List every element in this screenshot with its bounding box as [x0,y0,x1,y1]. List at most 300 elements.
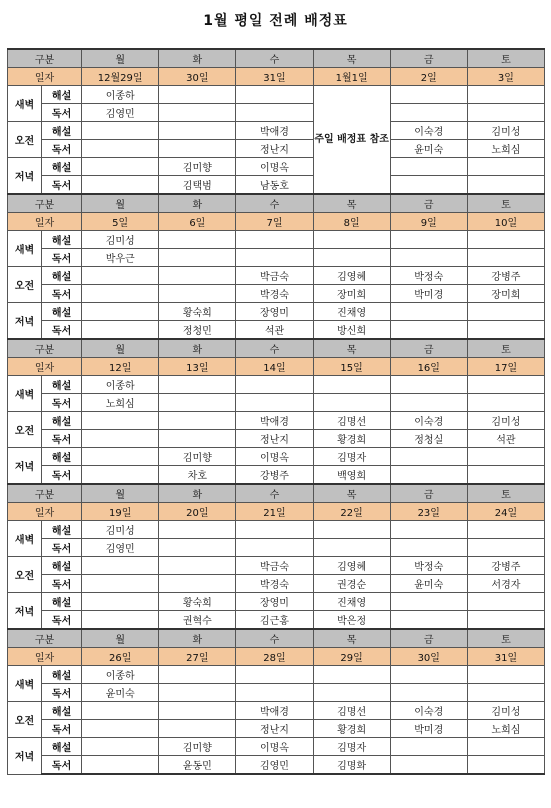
day-header: 수 [236,484,313,503]
assignee-cell: 이종하 [82,666,159,684]
assignee-cell: 박우근 [82,249,159,267]
assignment-row [8,720,545,738]
assignee-cell [390,158,467,176]
assignee-cell [159,521,236,539]
assignee-cell: 박미경 [390,720,467,738]
day-header: 목 [313,49,390,68]
assignee-cell: 강병주 [236,466,313,485]
assignee-cell [159,104,236,122]
role-label: 해설 [42,231,82,249]
assignee-cell: 이숙경 [390,702,467,720]
week-dates-row [8,213,545,231]
assignment-row [8,158,545,176]
assignee-cell [236,521,313,539]
assignee-cell [82,557,159,575]
date-cell: 14일 [236,358,313,376]
assignment-row [8,448,545,466]
assignee-cell: 김근홍 [236,611,313,630]
assignee-cell [467,666,544,684]
assignee-cell: 김미성 [467,702,544,720]
role-label: 해설 [42,122,82,140]
assignee-cell [159,267,236,285]
assignee-cell [313,249,390,267]
role-label: 독서 [42,285,82,303]
assignee-cell [159,557,236,575]
assignee-cell: 장미희 [467,285,544,303]
assignee-cell [390,611,467,630]
assignment-row [8,140,545,158]
assignee-cell [159,720,236,738]
assignee-cell [82,430,159,448]
day-header: 화 [159,194,236,213]
slot-label: 저녁 [8,593,42,630]
assignee-cell [390,303,467,321]
slot-label: 새벽 [8,521,42,557]
day-header: 월 [82,484,159,503]
assignee-cell [82,158,159,176]
assignee-cell [390,666,467,684]
assignee-cell: 김명자 [313,738,390,756]
assignee-cell [313,666,390,684]
date-cell: 26일 [82,648,159,666]
assignment-row [8,104,545,122]
assignee-cell [390,231,467,249]
assignee-cell: 김영민 [82,539,159,557]
assignee-cell [82,412,159,430]
week-header-row [8,484,545,503]
assignee-cell: 정난지 [236,140,313,158]
assignment-row [8,575,545,593]
date-cell: 15일 [313,358,390,376]
assignment-row [8,321,545,340]
assignee-cell [390,539,467,557]
assignment-row [8,611,545,630]
role-label: 해설 [42,738,82,756]
date-cell: 16일 [390,358,467,376]
week-dates-row [8,68,545,86]
assignee-cell: 황경희 [313,430,390,448]
date-cell: 22일 [313,503,390,521]
assignment-row [8,122,545,140]
assignee-cell [467,521,544,539]
role-label: 해설 [42,303,82,321]
assignee-cell [159,140,236,158]
assignee-cell: 박정숙 [390,557,467,575]
assignee-cell [159,285,236,303]
assignee-cell [236,666,313,684]
assignee-cell: 이명옥 [236,738,313,756]
date-cell: 7일 [236,213,313,231]
day-header: 금 [390,49,467,68]
assignee-cell [467,249,544,267]
assignee-cell [159,412,236,430]
assignment-row [8,756,545,775]
day-header: 화 [159,339,236,358]
assignment-row [8,231,545,249]
role-label: 독서 [42,249,82,267]
assignee-cell [159,430,236,448]
role-label: 해설 [42,267,82,285]
date-cell: 31일 [467,648,544,666]
assignee-cell [236,86,313,104]
assignee-cell [159,539,236,557]
assignee-cell [467,611,544,630]
assignee-cell [390,466,467,485]
date-cell: 30일 [159,68,236,86]
day-header: 월 [82,339,159,358]
assignee-cell [467,376,544,394]
assignee-cell [159,231,236,249]
assignee-cell [467,176,544,195]
assignment-row [8,285,545,303]
assignee-cell [82,176,159,195]
assignee-cell [467,448,544,466]
assignee-cell: 박금숙 [236,557,313,575]
date-cell: 5일 [82,213,159,231]
date-label: 일자 [8,358,82,376]
assignment-row [8,267,545,285]
assignee-cell: 석관 [236,321,313,340]
assignee-cell [390,448,467,466]
date-label: 일자 [8,68,82,86]
assignee-cell: 박애경 [236,122,313,140]
assignee-cell: 김미성 [467,122,544,140]
assignee-cell: 박미경 [390,285,467,303]
assignment-row [8,557,545,575]
role-label: 독서 [42,611,82,630]
day-header: 금 [390,339,467,358]
role-label: 독서 [42,176,82,195]
date-cell: 12월29일 [82,68,159,86]
day-header: 금 [390,194,467,213]
assignee-cell [82,448,159,466]
role-label: 해설 [42,158,82,176]
date-cell: 6일 [159,213,236,231]
assignee-cell [159,86,236,104]
assignment-row [8,412,545,430]
assignee-cell [159,249,236,267]
slot-label: 오전 [8,412,42,448]
assignee-cell: 윤미숙 [390,140,467,158]
date-cell: 8일 [313,213,390,231]
slot-label: 새벽 [8,86,42,122]
day-header: 목 [313,484,390,503]
assignee-cell [467,303,544,321]
role-label: 독서 [42,575,82,593]
role-label: 해설 [42,521,82,539]
day-header: 금 [390,484,467,503]
date-cell: 30일 [390,648,467,666]
date-cell: 10일 [467,213,544,231]
assignee-cell [159,575,236,593]
assignee-cell [390,249,467,267]
assignee-cell: 김미향 [159,158,236,176]
assignment-row [8,738,545,756]
date-cell: 19일 [82,503,159,521]
assignee-cell: 김미향 [159,738,236,756]
assignee-cell: 정난지 [236,430,313,448]
page-title: 1월 평일 전례 배정표 [203,13,348,29]
assignee-cell: 차호 [159,466,236,485]
day-header: 토 [467,49,544,68]
date-cell: 20일 [159,503,236,521]
day-header: 수 [236,194,313,213]
assignment-row [8,86,545,104]
assignee-cell [467,466,544,485]
assignee-cell [390,738,467,756]
day-header: 금 [390,629,467,648]
assignee-cell [82,738,159,756]
assignment-row [8,521,545,539]
date-cell: 13일 [159,358,236,376]
role-label: 독서 [42,140,82,158]
slot-label: 새벽 [8,376,42,412]
assignee-cell [467,158,544,176]
assignee-cell [467,756,544,775]
assignee-cell: 노희심 [82,394,159,412]
assignee-cell [313,684,390,702]
assignee-cell: 윤미숙 [82,684,159,702]
assignment-row [8,539,545,557]
role-label: 독서 [42,394,82,412]
assignee-cell: 김미성 [467,412,544,430]
slot-label: 저녁 [8,448,42,485]
day-header: 토 [467,339,544,358]
assignee-cell: 장영미 [236,303,313,321]
assignee-cell [467,231,544,249]
date-cell: 9일 [390,213,467,231]
day-header: 월 [82,629,159,648]
role-label: 독서 [42,430,82,448]
assignee-cell [390,394,467,412]
assignee-cell [467,684,544,702]
assignment-row [8,593,545,611]
category-label: 구분 [8,194,82,213]
assignee-cell [82,611,159,630]
slot-label: 오전 [8,267,42,303]
assignee-cell: 이명옥 [236,448,313,466]
day-header: 수 [236,49,313,68]
assignee-cell [236,231,313,249]
assignee-cell [390,593,467,611]
assignee-cell: 방신희 [313,321,390,340]
day-header: 토 [467,629,544,648]
slot-label: 저녁 [8,738,42,775]
assignee-cell: 정난지 [236,720,313,738]
assignee-cell: 김미향 [159,448,236,466]
date-cell: 31일 [236,68,313,86]
assignment-row [8,666,545,684]
assignee-cell [467,539,544,557]
assignee-cell: 강병주 [467,267,544,285]
assignee-cell [390,521,467,539]
assignee-cell: 박정숙 [390,267,467,285]
day-header: 화 [159,629,236,648]
assignee-cell [390,176,467,195]
role-label: 해설 [42,448,82,466]
assignee-cell [82,267,159,285]
date-cell: 1월1일 [313,68,390,86]
day-header: 월 [82,49,159,68]
role-label: 독서 [42,321,82,340]
assignee-cell [159,376,236,394]
assignee-cell [82,140,159,158]
date-cell: 29일 [313,648,390,666]
day-header: 월 [82,194,159,213]
assignee-cell: 김미성 [82,521,159,539]
assignee-cell: 이종하 [82,86,159,104]
week-header-row [8,49,545,68]
assignee-cell: 남동호 [236,176,313,195]
assignee-cell [82,756,159,775]
assignee-cell: 장미희 [313,285,390,303]
assignee-cell: 김명선 [313,412,390,430]
assignee-cell [159,394,236,412]
assignee-cell [390,684,467,702]
slot-label: 오전 [8,557,42,593]
assignee-cell: 김명선 [313,702,390,720]
schedule-table [7,48,545,775]
role-label: 해설 [42,86,82,104]
week-header-row [8,194,545,213]
assignee-cell: 노희심 [467,140,544,158]
assignee-cell: 김영민 [82,104,159,122]
assignee-cell [159,666,236,684]
role-label: 해설 [42,376,82,394]
assignee-cell: 이숙경 [390,412,467,430]
slot-label: 저녁 [8,303,42,340]
role-label: 독서 [42,466,82,485]
assignee-cell: 윤미숙 [390,575,467,593]
date-label: 일자 [8,503,82,521]
assignee-cell: 진채영 [313,303,390,321]
date-cell: 28일 [236,648,313,666]
day-header: 토 [467,484,544,503]
date-label: 일자 [8,648,82,666]
day-header: 목 [313,629,390,648]
day-header: 수 [236,629,313,648]
assignee-cell: 서경자 [467,575,544,593]
assignee-cell [467,738,544,756]
assignment-row [8,394,545,412]
assignee-cell: 윤동민 [159,756,236,775]
role-label: 독서 [42,720,82,738]
assignee-cell: 장영미 [236,593,313,611]
assignment-row [8,249,545,267]
date-cell: 12일 [82,358,159,376]
assignee-cell [159,702,236,720]
assignee-cell [390,756,467,775]
assignee-cell: 권경순 [313,575,390,593]
assignee-cell: 김영혜 [313,267,390,285]
role-label: 해설 [42,666,82,684]
assignee-cell [390,104,467,122]
assignment-row [8,430,545,448]
assignee-cell [313,376,390,394]
date-cell: 21일 [236,503,313,521]
assignee-cell [236,376,313,394]
assignee-cell: 박경숙 [236,575,313,593]
category-label: 구분 [8,339,82,358]
assignee-cell: 박애경 [236,702,313,720]
assignment-row [8,176,545,195]
week-dates-row [8,503,545,521]
assignee-cell [82,575,159,593]
assignee-cell: 백영희 [313,466,390,485]
assignee-cell: 이숙경 [390,122,467,140]
assignee-cell [467,394,544,412]
slot-label: 저녁 [8,158,42,195]
day-header: 목 [313,194,390,213]
assignee-cell [236,104,313,122]
category-label: 구분 [8,49,82,68]
assignee-cell [236,539,313,557]
day-header: 수 [236,339,313,358]
role-label: 해설 [42,593,82,611]
assignee-cell: 김영혜 [313,557,390,575]
date-cell: 24일 [467,503,544,521]
assignment-row [8,303,545,321]
category-label: 구분 [8,629,82,648]
assignee-cell [82,122,159,140]
assignee-cell: 강병주 [467,557,544,575]
assignee-cell [82,466,159,485]
assignee-cell: 진채영 [313,593,390,611]
assignee-cell: 황숙희 [159,593,236,611]
assignee-cell [236,249,313,267]
slot-label: 새벽 [8,231,42,267]
assignee-cell: 이종하 [82,376,159,394]
schedule-body [8,49,545,774]
assignee-cell: 정청실 [390,430,467,448]
category-label: 구분 [8,484,82,503]
role-label: 해설 [42,412,82,430]
assignee-cell [390,321,467,340]
day-header: 토 [467,194,544,213]
assignee-cell [236,394,313,412]
week-header-row [8,629,545,648]
role-label: 독서 [42,756,82,775]
assignee-cell: 정청민 [159,321,236,340]
assignee-cell [313,521,390,539]
assignee-cell: 황숙희 [159,303,236,321]
assignee-cell: 김택범 [159,176,236,195]
assignee-cell [467,86,544,104]
day-header: 화 [159,49,236,68]
week-dates-row [8,358,545,376]
assignee-cell: 김명화 [313,756,390,775]
date-cell: 17일 [467,358,544,376]
assignee-cell: 권혁수 [159,611,236,630]
assignee-cell: 노희심 [467,720,544,738]
assignment-row [8,466,545,485]
assignee-cell [390,86,467,104]
day-header: 화 [159,484,236,503]
day-header: 목 [313,339,390,358]
assignment-row [8,702,545,720]
assignee-cell: 김미성 [82,231,159,249]
assignee-cell [467,104,544,122]
assignee-cell: 황경희 [313,720,390,738]
role-label: 독서 [42,104,82,122]
assignee-cell: 김영민 [236,756,313,775]
assignee-cell [159,122,236,140]
date-label: 일자 [8,213,82,231]
assignee-cell [467,321,544,340]
assignee-cell: 박금숙 [236,267,313,285]
assignee-cell [236,684,313,702]
assignee-cell [82,593,159,611]
